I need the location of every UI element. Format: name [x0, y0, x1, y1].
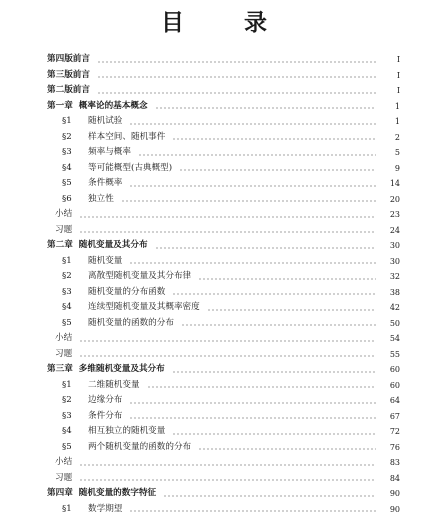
toc-entry-page-number: 1 — [380, 114, 428, 130]
toc-entry-label-wrap — [0, 455, 75, 471]
toc-entry-section[interactable] — [0, 254, 428, 270]
toc-entry-label: 独立性 — [88, 192, 117, 208]
toc-entry-label-wrap — [0, 393, 125, 409]
toc-entry-section[interactable] — [0, 300, 428, 316]
toc-entry-label: 随机变量及其分布 — [79, 238, 151, 254]
toc-entry-label: 习题 — [55, 347, 75, 363]
toc-entry-label: 离散型随机变量及其分布律 — [88, 269, 194, 285]
toc-entry-extra[interactable] — [0, 471, 428, 487]
toc-entry-section[interactable] — [0, 285, 428, 301]
dot-leader — [79, 340, 376, 342]
toc-entry-label-wrap — [0, 99, 151, 115]
toc-entry-label-wrap — [0, 378, 143, 394]
toc-entry-label-wrap — [0, 285, 168, 301]
toc-entry-label: 随机变量的分布函数 — [88, 285, 168, 301]
page-title: 目 录 — [0, 4, 428, 37]
toc-entry-page-number: 83 — [380, 455, 428, 471]
toc-entry-number: §4 — [62, 424, 84, 440]
toc-entry-number: §5 — [62, 440, 84, 456]
toc-entry-section[interactable] — [0, 130, 428, 146]
toc-entry-label-wrap — [0, 331, 75, 347]
toc-entry-label: 条件分布 — [88, 409, 125, 425]
toc-entry-number: §5 — [62, 176, 84, 192]
toc-entry-page-number: 84 — [380, 471, 428, 487]
toc-entry-section[interactable] — [0, 161, 428, 177]
toc-entry-page-number: 54 — [380, 331, 428, 347]
toc-entry-label: 第四版前言 — [47, 52, 93, 68]
toc-entry-page-number: 50 — [380, 316, 428, 332]
toc-entry-page-number: 90 — [380, 502, 428, 517]
dot-leader — [163, 495, 376, 497]
toc-entry-chapter[interactable] — [0, 486, 428, 502]
toc-entry-label-wrap — [0, 362, 168, 378]
toc-entry-section[interactable] — [0, 114, 428, 130]
dot-leader — [97, 76, 376, 78]
dot-leader — [79, 231, 376, 233]
toc-entry-label-wrap — [0, 440, 194, 456]
toc-entry-page-number: 30 — [380, 254, 428, 270]
toc-entry-label: 小结 — [55, 455, 75, 471]
toc-entry-number: §1 — [62, 254, 84, 270]
dot-leader — [121, 200, 376, 202]
dot-leader — [129, 262, 376, 264]
toc-entry-section[interactable] — [0, 502, 428, 517]
toc-entry-extra[interactable] — [0, 207, 428, 223]
toc-entry-section[interactable] — [0, 409, 428, 425]
toc-entry-extra[interactable] — [0, 331, 428, 347]
toc-entry-chapter[interactable] — [0, 362, 428, 378]
toc-entry-label-wrap — [0, 238, 151, 254]
toc-entry-label: 多维随机变量及其分布 — [79, 362, 168, 378]
toc-entry-number: 第四章 — [47, 486, 73, 502]
toc-entry-label: 相互独立的随机变量 — [88, 424, 168, 440]
toc-entry-label-wrap — [0, 347, 75, 363]
toc-entry-number: §3 — [62, 145, 84, 161]
toc-entry-label: 等可能概型(古典概型) — [88, 161, 175, 177]
toc-entry-number: 第二章 — [47, 238, 73, 254]
toc-entry-label-wrap — [0, 68, 93, 84]
table-of-contents — [0, 52, 428, 517]
toc-entry-page-number: 42 — [380, 300, 428, 316]
toc-entry-section[interactable] — [0, 176, 428, 192]
toc-entry-page-number: 1 — [380, 99, 428, 115]
toc-entry-label-wrap — [0, 409, 125, 425]
toc-entry-page-number: 23 — [380, 207, 428, 223]
dot-leader — [79, 216, 376, 218]
dot-leader — [129, 510, 376, 512]
toc-entry-label: 两个随机变量的函数的分布 — [88, 440, 194, 456]
toc-entry-label: 第二版前言 — [47, 83, 93, 99]
dot-leader — [97, 92, 376, 94]
toc-entry-label: 随机变量 — [88, 254, 125, 270]
dot-leader — [79, 464, 376, 466]
toc-entry-extra[interactable] — [0, 347, 428, 363]
toc-entry-label: 随机试验 — [88, 114, 125, 130]
dot-leader — [79, 479, 376, 481]
toc-entry-label-wrap — [0, 424, 168, 440]
toc-entry-label-wrap — [0, 145, 134, 161]
dot-leader — [138, 154, 376, 156]
toc-entry-label: 习题 — [55, 471, 75, 487]
toc-entry-label-wrap — [0, 486, 159, 502]
toc-entry-page-number: 60 — [380, 362, 428, 378]
toc-entry-label: 习题 — [55, 223, 75, 239]
toc-entry-number: §1 — [62, 502, 84, 517]
toc-entry-label-wrap — [0, 471, 75, 487]
toc-entry-label: 小结 — [55, 207, 75, 223]
dot-leader — [172, 371, 376, 373]
dot-leader — [129, 185, 376, 187]
toc-entry-page-number: I — [380, 68, 428, 84]
toc-entry-section[interactable] — [0, 269, 428, 285]
toc-entry-label-wrap — [0, 161, 175, 177]
toc-entry-label-wrap — [0, 269, 194, 285]
toc-entry-section[interactable] — [0, 316, 428, 332]
toc-entry-label: 数学期望 — [88, 502, 125, 517]
toc-entry-label-wrap — [0, 502, 125, 517]
dot-leader — [129, 417, 376, 419]
toc-entry-number: §4 — [62, 300, 84, 316]
toc-entry-page-number: 60 — [380, 378, 428, 394]
toc-entry-page-number: 64 — [380, 393, 428, 409]
toc-entry-label: 频率与概率 — [88, 145, 134, 161]
toc-entry-number: §2 — [62, 393, 84, 409]
toc-entry-label: 样本空间、随机事件 — [88, 130, 168, 146]
toc-entry-label-wrap — [0, 192, 117, 208]
toc-entry-label: 二维随机变量 — [88, 378, 143, 394]
dot-leader — [79, 355, 376, 357]
toc-entry-page-number: 38 — [380, 285, 428, 301]
toc-entry-label-wrap — [0, 316, 177, 332]
toc-entry-page-number: 20 — [380, 192, 428, 208]
toc-entry-label: 随机变量的函数的分布 — [88, 316, 177, 332]
toc-entry-page-number: 72 — [380, 424, 428, 440]
toc-entry-page-number: I — [380, 52, 428, 68]
toc-entry-page-number: 67 — [380, 409, 428, 425]
toc-entry-page-number: 32 — [380, 269, 428, 285]
dot-leader — [155, 107, 376, 109]
toc-entry-section[interactable] — [0, 424, 428, 440]
toc-entry-label: 边缘分布 — [88, 393, 125, 409]
dot-leader — [147, 386, 376, 388]
dot-leader — [172, 433, 376, 435]
toc-entry-label: 第三版前言 — [47, 68, 93, 84]
toc-entry-number: §2 — [62, 130, 84, 146]
toc-entry-chapter[interactable] — [0, 238, 428, 254]
dot-leader — [198, 278, 376, 280]
toc-entry-page-number: 90 — [380, 486, 428, 502]
toc-entry-page-number: 55 — [380, 347, 428, 363]
toc-entry-label-wrap — [0, 176, 125, 192]
toc-entry-preface[interactable] — [0, 52, 428, 68]
dot-leader — [129, 123, 376, 125]
dot-leader — [198, 448, 376, 450]
toc-entry-label: 随机变量的数字特征 — [79, 486, 159, 502]
toc-entry-label: 连续型随机变量及其概率密度 — [88, 300, 203, 316]
toc-entry-page-number: 24 — [380, 223, 428, 239]
dot-leader — [179, 169, 376, 171]
toc-entry-label-wrap — [0, 223, 75, 239]
dot-leader — [207, 309, 376, 311]
toc-entry-number: §5 — [62, 316, 84, 332]
toc-entry-number: §1 — [62, 378, 84, 394]
dot-leader — [172, 138, 376, 140]
toc-entry-page-number: 9 — [380, 161, 428, 177]
toc-entry-section[interactable] — [0, 145, 428, 161]
toc-entry-page-number: 14 — [380, 176, 428, 192]
toc-entry-section[interactable] — [0, 378, 428, 394]
toc-entry-number: §4 — [62, 161, 84, 177]
toc-entry-preface[interactable] — [0, 83, 428, 99]
toc-entry-number: §3 — [62, 285, 84, 301]
toc-entry-label-wrap — [0, 52, 93, 68]
toc-entry-label-wrap — [0, 254, 125, 270]
toc-entry-label: 概率论的基本概念 — [79, 99, 151, 115]
toc-entry-label-wrap — [0, 130, 168, 146]
toc-entry-extra[interactable] — [0, 223, 428, 239]
toc-entry-page-number: 5 — [380, 145, 428, 161]
dot-leader — [155, 247, 376, 249]
toc-entry-number: 第一章 — [47, 99, 73, 115]
toc-entry-label-wrap — [0, 83, 93, 99]
toc-entry-label-wrap — [0, 114, 125, 130]
dot-leader — [181, 324, 376, 326]
dot-leader — [97, 61, 376, 63]
toc-entry-page-number: 76 — [380, 440, 428, 456]
toc-entry-label-wrap — [0, 207, 75, 223]
dot-leader — [129, 402, 376, 404]
toc-entry-number: §6 — [62, 192, 84, 208]
toc-entry-number: §3 — [62, 409, 84, 425]
toc-entry-label: 小结 — [55, 331, 75, 347]
toc-entry-number: §1 — [62, 114, 84, 130]
toc-entry-label-wrap — [0, 300, 203, 316]
toc-entry-extra[interactable] — [0, 455, 428, 471]
toc-entry-number: 第三章 — [47, 362, 73, 378]
toc-entry-page-number: 2 — [380, 130, 428, 146]
dot-leader — [172, 293, 376, 295]
toc-entry-section[interactable] — [0, 393, 428, 409]
toc-entry-section[interactable] — [0, 440, 428, 456]
toc-entry-label: 条件概率 — [88, 176, 125, 192]
toc-entry-section[interactable] — [0, 192, 428, 208]
toc-entry-chapter[interactable] — [0, 99, 428, 115]
toc-entry-preface[interactable] — [0, 68, 428, 84]
toc-entry-page-number: I — [380, 83, 428, 99]
toc-entry-number: §2 — [62, 269, 84, 285]
toc-entry-page-number: 30 — [380, 238, 428, 254]
